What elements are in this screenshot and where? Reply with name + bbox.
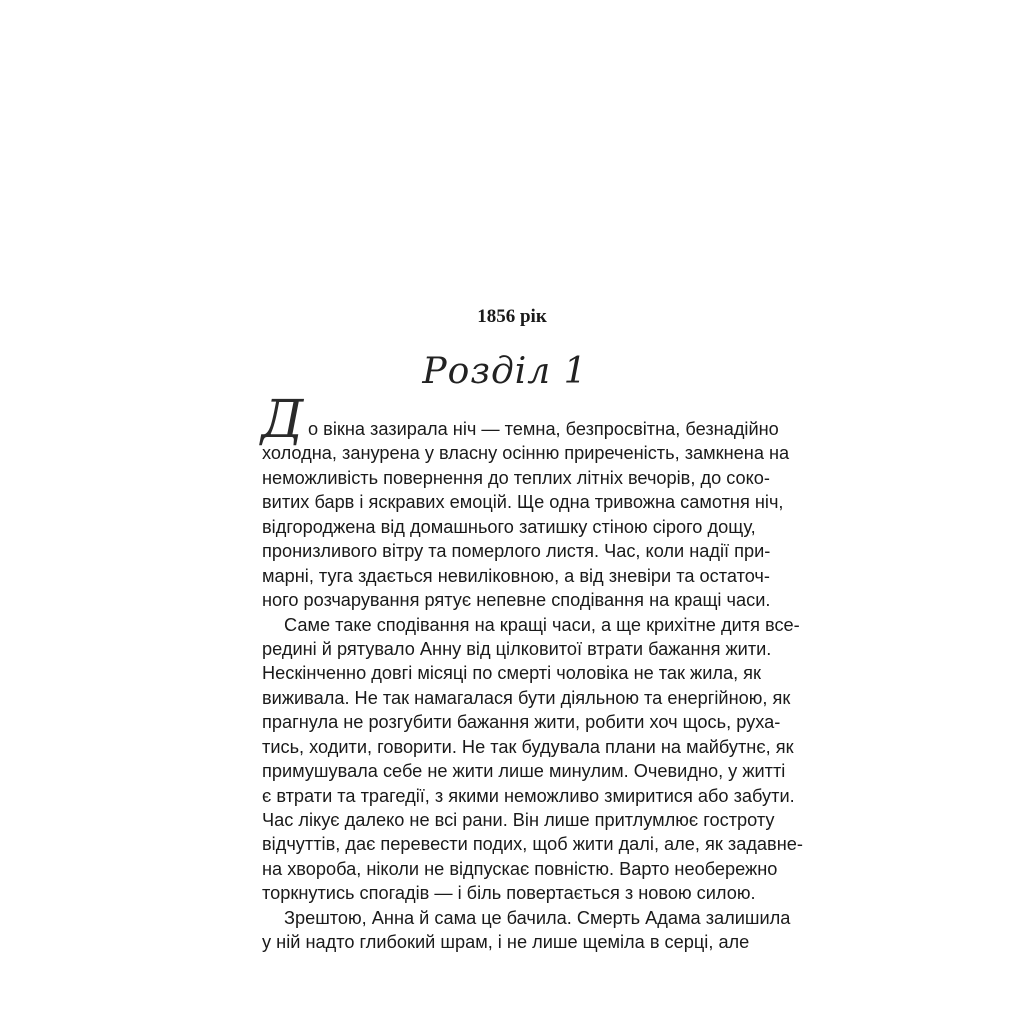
text-line: виживала. Не так намагалася бути діяльною та енергійною, як <box>262 687 791 708</box>
year-heading: 1856 рік <box>477 306 547 327</box>
chapter-title: Розділ 1 <box>422 351 588 392</box>
chapter-body-text <box>262 417 803 955</box>
text-line: витих барв і яскравих емоцій. Ще одна тривожна самотня ніч, <box>262 492 784 513</box>
text-line: Саме таке сподівання на кращі часи, а ще крихітне дитя все- <box>284 614 800 635</box>
text-line: неможливість повернення до теплих літніх вечорів, до соко- <box>262 467 770 488</box>
text-line: Час лікує далеко не всі рани. Він лише притлумлює гостроту <box>262 810 775 830</box>
text-line: відгороджена від домашнього затишку стіною сірого дощу, <box>262 516 756 537</box>
text-line: редині й рятувало Анну від цілковитої втрати бажання жити. <box>262 638 772 659</box>
text-line: тись, ходити, говорити. Не так будувала плани на майбутнє, як <box>262 736 794 757</box>
drop-cap: Д <box>261 390 304 450</box>
text-line: є втрати та трагедії, з якими неможливо змиритися або забути. <box>262 785 795 806</box>
text-line: холодна, занурена у власну осінню приреченість, замкнена на <box>262 443 790 464</box>
text-line: о вікна зазирала ніч — темна, безпросвітна, безнадійно <box>308 419 779 439</box>
text-line: пронизливого вітру та померлого листя. Час, коли надії при- <box>262 541 771 562</box>
text-line: Нескінченно довгі місяці по смерті чоловіка не так жила, як <box>262 663 761 684</box>
text-line: Зрештою, Анна й сама це бачила. Смерть Адама залишила <box>284 907 791 928</box>
text-line: прагнула не розгубити бажання жити, робити хоч щось, руха- <box>262 712 781 733</box>
text-line: примушувала себе не жити лише минулим. Очевидно, у житті <box>262 761 786 782</box>
text-line: ного розчарування рятує непевне сподівання на кращі часи. <box>262 590 771 611</box>
text-line: у ній надто глибокий шрам, і не лише щеміла в серці, але <box>262 932 750 953</box>
text-line: торкнутись спогадів — і біль повертається з новою силою. <box>262 883 756 904</box>
text-line: на хвороба, ніколи не відпускає повністю. Варто необережно <box>262 858 778 879</box>
text-line: марні, туга здається невиліковною, а від зневіри та остаточ- <box>262 565 770 586</box>
text-line: відчуттів, дає перевести подих, щоб жити далі, але, як задавне- <box>262 834 803 855</box>
